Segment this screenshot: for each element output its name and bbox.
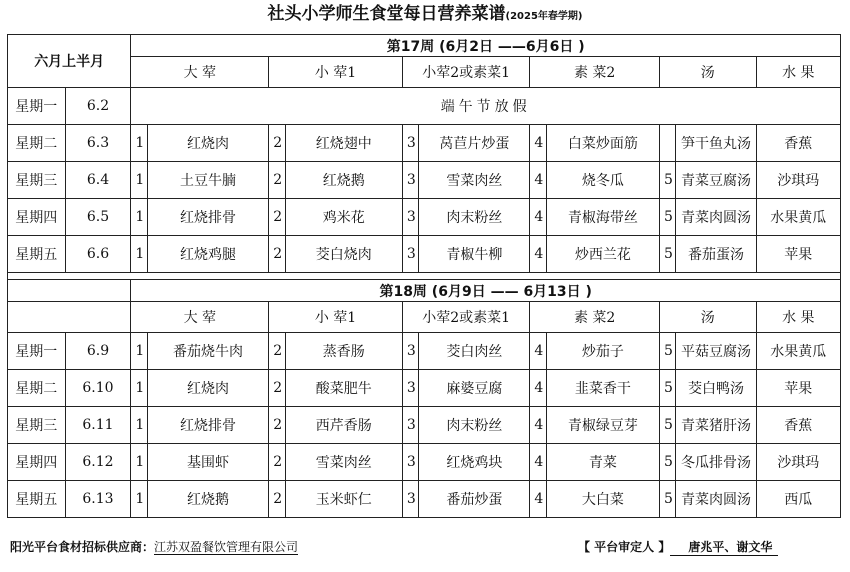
week-label: 第17周 (6月2日 ——6月6日 ): [131, 35, 841, 57]
dish-number: 4: [530, 407, 546, 444]
column-header: 素 菜2: [530, 302, 660, 333]
dish-number: 5: [659, 407, 675, 444]
dish-number: 3: [402, 236, 418, 273]
dish-number: 5: [659, 444, 675, 481]
dish-name: 青椒海带丝: [546, 199, 659, 236]
column-header: 大 荤: [131, 57, 269, 88]
dish-number: 1: [131, 444, 147, 481]
dish-name: 玉米虾仁: [285, 481, 402, 518]
dish-name: 红烧肉: [147, 370, 268, 407]
day-row: [8, 370, 841, 407]
day-row: [8, 125, 841, 162]
dish-number: 3: [402, 370, 418, 407]
column-header: 小 荤1: [269, 57, 403, 88]
date: 6.5: [65, 199, 131, 236]
footer-reviewer: [578, 538, 778, 556]
date: 6.3: [65, 125, 131, 162]
fruit: 西瓜: [756, 481, 840, 518]
dish-name: 番茄烧牛肉: [147, 333, 268, 370]
dish-number: 5: [659, 333, 675, 370]
dish-number: 4: [530, 236, 546, 273]
dish-number: 3: [402, 407, 418, 444]
dish-name: 青菜豆腐汤: [676, 162, 756, 199]
column-header: 小荤2或素菜1: [402, 302, 530, 333]
day-row: [8, 162, 841, 199]
dish-number: 2: [269, 333, 285, 370]
dish-number: 2: [269, 407, 285, 444]
dish-name: 麻婆豆腐: [419, 370, 530, 407]
supplier-label: 阳光平台食材招标供应商：: [10, 540, 155, 554]
date: 6.4: [65, 162, 131, 199]
fruit: 沙琪玛: [756, 162, 840, 199]
week-spacer-row: [8, 273, 841, 280]
column-header: 小 荤1: [269, 302, 403, 333]
blank-cell: [8, 302, 131, 333]
dish-name: 红烧鸡块: [419, 444, 530, 481]
dish-number: 1: [131, 125, 147, 162]
column-header: 素 菜2: [530, 57, 660, 88]
dish-number: 1: [131, 199, 147, 236]
dish-number: [659, 125, 675, 162]
dish-number: 3: [402, 199, 418, 236]
date: 6.6: [65, 236, 131, 273]
fruit: 香蕉: [756, 125, 840, 162]
dish-name: 红烧排骨: [147, 407, 268, 444]
dish-name: 蒸香肠: [285, 333, 402, 370]
spacer-cell: [8, 273, 841, 280]
dish-number: 1: [131, 236, 147, 273]
column-header: 汤: [659, 57, 756, 88]
date: 6.12: [65, 444, 131, 481]
dish-number: 5: [659, 236, 675, 273]
dish-number: 2: [269, 370, 285, 407]
weekday: 星期四: [8, 444, 66, 481]
dish-name: 炒西兰花: [546, 236, 659, 273]
menu-table: [7, 34, 841, 518]
weekday: 星期一: [8, 333, 66, 370]
column-header: 汤: [659, 302, 756, 333]
reviewer-names: 唐兆平、谢文华: [670, 538, 778, 556]
column-header: 小荤2或素菜1: [402, 57, 530, 88]
dish-number: 1: [131, 407, 147, 444]
dish-name: 青菜: [546, 444, 659, 481]
dish-name: 肉末粉丝: [419, 199, 530, 236]
dish-name: 青菜猪肝汤: [676, 407, 756, 444]
dish-number: 4: [530, 199, 546, 236]
page-title: 社头小学师生食堂每日营养菜谱(2025年春学期): [267, 4, 583, 24]
dish-number: 2: [269, 125, 285, 162]
column-header-row: [8, 57, 841, 88]
dish-name: 青菜肉圆汤: [676, 481, 756, 518]
weekday: 星期三: [8, 162, 66, 199]
weekday: 星期二: [8, 370, 66, 407]
dish-number: 4: [530, 125, 546, 162]
dish-name: 白菜炒面筋: [546, 125, 659, 162]
dish-name: 平菇豆腐汤: [676, 333, 756, 370]
dish-name: 茭白烧肉: [285, 236, 402, 273]
dish-name: 鸡米花: [285, 199, 402, 236]
dish-number: 3: [402, 333, 418, 370]
dish-name: 烧冬瓜: [546, 162, 659, 199]
dish-number: 2: [269, 199, 285, 236]
dish-name: 红烧鸡腿: [147, 236, 268, 273]
dish-number: 5: [659, 481, 675, 518]
dish-number: 1: [131, 162, 147, 199]
dish-name: 西芹香肠: [285, 407, 402, 444]
dish-name: 笋干鱼丸汤: [676, 125, 756, 162]
weekday: 星期二: [8, 125, 66, 162]
dish-name: 茭白鸭汤: [676, 370, 756, 407]
dish-number: 1: [131, 333, 147, 370]
dish-name: 基围虾: [147, 444, 268, 481]
dish-name: 韭菜香干: [546, 370, 659, 407]
day-row: [8, 236, 841, 273]
period-label: 六月上半月: [8, 35, 131, 88]
day-row: [8, 481, 841, 518]
dish-name: 青椒绿豆芽: [546, 407, 659, 444]
dish-name: 肉末粉丝: [419, 407, 530, 444]
dish-number: 3: [402, 162, 418, 199]
weekday: 星期一: [8, 88, 66, 125]
dish-number: 2: [269, 481, 285, 518]
dish-name: 大白菜: [546, 481, 659, 518]
fruit: 苹果: [756, 370, 840, 407]
column-header: 水 果: [756, 57, 840, 88]
dish-name: 酸菜肥牛: [285, 370, 402, 407]
column-header: 大 荤: [131, 302, 269, 333]
dish-name: 红烧鹅: [147, 481, 268, 518]
column-header-row: [8, 302, 841, 333]
supplier-name: 江苏双盈餐饮管理有限公司: [154, 540, 299, 554]
dish-number: 4: [530, 444, 546, 481]
dish-name: 冬瓜排骨汤: [676, 444, 756, 481]
date: 6.10: [65, 370, 131, 407]
blank-cell: [8, 280, 131, 302]
date: 6.9: [65, 333, 131, 370]
footer-supplier: [10, 538, 298, 555]
dish-name: 番茄蛋汤: [676, 236, 756, 273]
weekday: 星期四: [8, 199, 66, 236]
dish-name: 红烧肉: [147, 125, 268, 162]
week-label-row: [8, 280, 841, 302]
holiday-note: 端午节放假: [131, 88, 841, 125]
dish-number: 2: [269, 236, 285, 273]
dish-name: 莴苣片炒蛋: [419, 125, 530, 162]
page-subtitle: (2025年春学期): [505, 11, 583, 22]
weekday: 星期三: [8, 407, 66, 444]
dish-number: 3: [402, 444, 418, 481]
column-header: 水 果: [756, 302, 840, 333]
dish-name: 红烧鹅: [285, 162, 402, 199]
dish-number: 2: [269, 162, 285, 199]
dish-name: 红烧排骨: [147, 199, 268, 236]
fruit: 水果黄瓜: [756, 333, 840, 370]
fruit: 沙琪玛: [756, 444, 840, 481]
dish-number: 4: [530, 333, 546, 370]
weekday: 星期五: [8, 481, 66, 518]
weekday: 星期五: [8, 236, 66, 273]
dish-number: 4: [530, 162, 546, 199]
dish-number: 1: [131, 481, 147, 518]
dish-number: 5: [659, 370, 675, 407]
dish-number: 3: [402, 125, 418, 162]
week-label: 第18周 (6月9日 —— 6月13日 ): [131, 280, 841, 302]
fruit: 香蕉: [756, 407, 840, 444]
dish-name: 茭白肉丝: [419, 333, 530, 370]
day-row: [8, 88, 841, 125]
dish-name: 炒茄子: [546, 333, 659, 370]
dish-name: 青椒牛柳: [419, 236, 530, 273]
dish-name: 雪菜肉丝: [285, 444, 402, 481]
fruit: 苹果: [756, 236, 840, 273]
day-row: [8, 407, 841, 444]
dish-number: 2: [269, 444, 285, 481]
date: 6.2: [65, 88, 131, 125]
dish-name: 番茄炒蛋: [419, 481, 530, 518]
dish-name: 土豆牛腩: [147, 162, 268, 199]
dish-name: 雪菜肉丝: [419, 162, 530, 199]
reviewer-label: 【 平台审定人 】: [578, 540, 671, 554]
dish-number: 5: [659, 199, 675, 236]
date: 6.11: [65, 407, 131, 444]
dish-name: 青菜肉圆汤: [676, 199, 756, 236]
dish-number: 1: [131, 370, 147, 407]
dish-number: 3: [402, 481, 418, 518]
date: 6.13: [65, 481, 131, 518]
dish-number: 5: [659, 162, 675, 199]
week-label-row: [8, 35, 841, 57]
day-row: [8, 199, 841, 236]
dish-number: 4: [530, 370, 546, 407]
dish-number: 4: [530, 481, 546, 518]
dish-name: 红烧翅中: [285, 125, 402, 162]
day-row: [8, 444, 841, 481]
day-row: [8, 333, 841, 370]
fruit: 水果黄瓜: [756, 199, 840, 236]
